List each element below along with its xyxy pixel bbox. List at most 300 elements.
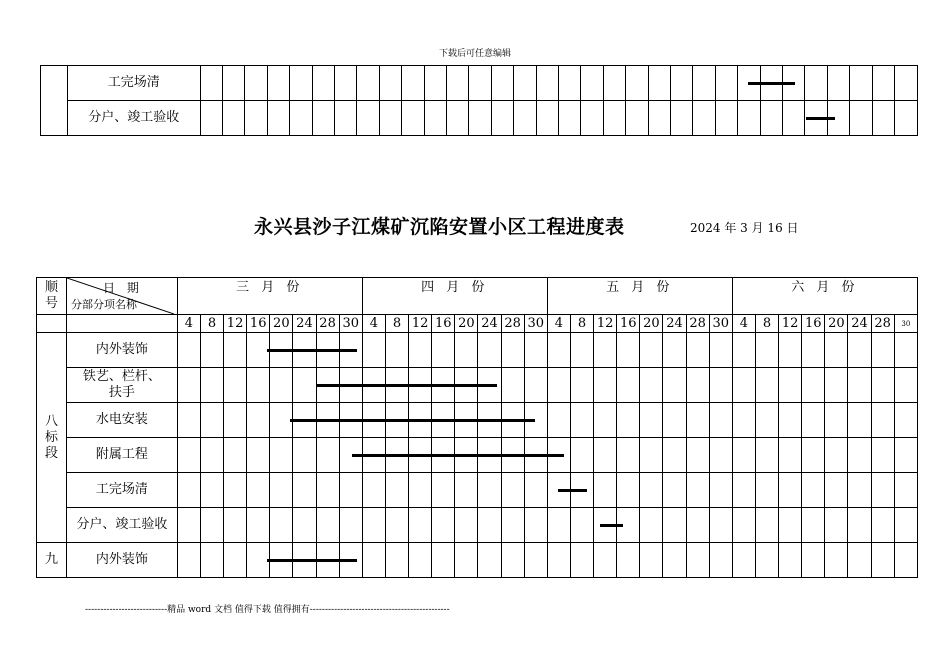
table-row [37,403,918,438]
task-name: 分户、竣工验收 [68,101,200,136]
timeline-cell [895,101,918,136]
timeline-cell [524,508,547,543]
tick-label: 12 [779,315,802,333]
progress-bar [267,559,356,562]
page-footer: ---------------------------精品 word 文档 值得下载 值得拥有---------------------------------------------- [85,605,450,615]
timeline-cell [894,508,917,543]
timeline-cell [686,473,709,508]
timeline-cell [755,543,778,578]
timeline-cell [850,101,872,136]
timeline-cell [640,473,663,508]
month-header: 四 月 份 [362,278,547,315]
timeline-cell [802,333,825,368]
timeline-cell [455,473,478,508]
timeline-cell [894,368,917,403]
timeline-cell [524,473,547,508]
top-gantt-table [40,65,918,136]
tick-label: 30 [894,315,917,333]
tick-label: 30 [524,315,547,333]
timeline-cell [270,438,293,473]
segment-cell [41,66,68,136]
timeline-cell [570,543,593,578]
tick-label: 20 [455,315,478,333]
segment-char: 段 [45,445,59,461]
tick-label: 30 [339,315,362,333]
timeline-cell [524,543,547,578]
task-name: 附属工程 [67,438,178,473]
segment-cell [37,543,67,578]
timeline-cell [709,543,732,578]
timeline-cell [663,473,686,508]
timeline-cell [501,543,524,578]
timeline-cell [432,543,455,578]
timeline-cell [501,508,524,543]
date-task-header [67,278,178,315]
timeline-cell [177,368,200,403]
timeline-cell [247,508,270,543]
timeline-cell [663,508,686,543]
timeline-cell [224,438,247,473]
timeline-cell [825,508,848,543]
timeline-cell [709,403,732,438]
timeline-cell [547,403,570,438]
timeline-cell [894,473,917,508]
timeline-cell [379,101,401,136]
timeline-cell [626,101,648,136]
timeline-cell [293,368,316,403]
blank-cell [67,315,178,333]
timeline-cell [478,543,501,578]
timeline-cell [827,66,849,101]
timeline-cell [270,473,293,508]
timeline-cell [385,333,408,368]
timeline-cell [312,101,334,136]
timeline-cell [455,508,478,543]
tick-label: 30 [709,315,732,333]
timeline-cell [402,101,424,136]
timeline-cell [848,543,871,578]
timeline-cell [362,333,385,368]
tick-label: 24 [478,315,501,333]
timeline-cell [245,66,267,101]
tick-label: 16 [247,315,270,333]
timeline-cell [848,508,871,543]
timeline-cell [357,66,379,101]
timeline-cell [316,473,339,508]
timeline-cell [200,543,223,578]
timeline-cell [779,438,802,473]
timeline-cell [501,368,524,403]
timeline-cell [334,66,356,101]
timeline-cell [570,438,593,473]
timeline-cell [247,473,270,508]
timeline-cell [247,438,270,473]
timeline-cell [802,368,825,403]
timeline-cell [603,101,625,136]
date-label: 日 期 [103,281,143,295]
timeline-cell [536,66,558,101]
table-row [37,333,918,368]
timeline-cell [409,508,432,543]
timeline-cell [339,473,362,508]
task-name: 内外装饰 [67,543,178,578]
timeline-cell [779,333,802,368]
report-date: 2024 年 3 月 16 日 [690,221,799,235]
timeline-cell [200,333,223,368]
timeline-cell [755,438,778,473]
timeline-cell [570,508,593,543]
tick-label: 4 [732,315,755,333]
timeline-cell [409,333,432,368]
timeline-cell [385,508,408,543]
timeline-cell [409,543,432,578]
tick-label: 20 [270,315,293,333]
timeline-cell [432,333,455,368]
timeline-cell [640,543,663,578]
timeline-cell [640,333,663,368]
timeline-cell [848,368,871,403]
timeline-cell [686,368,709,403]
timeline-cell [536,101,558,136]
timeline-cell [732,438,755,473]
timeline-cell [802,508,825,543]
timeline-cell [755,473,778,508]
timeline-cell [663,333,686,368]
tick-label: 28 [316,315,339,333]
timeline-cell [290,101,312,136]
tick-label: 24 [293,315,316,333]
task-column-label: 分部分项名称 [71,298,138,311]
timeline-cell [755,403,778,438]
timeline-cell [478,333,501,368]
timeline-cell [663,543,686,578]
timeline-cell [848,473,871,508]
task-name-line1: 铁艺、栏杆、 [82,369,161,384]
timeline-cell [200,438,223,473]
blank-cell [37,315,67,333]
timeline-cell [663,403,686,438]
timeline-cell [663,368,686,403]
timeline-cell [177,508,200,543]
timeline-cell [686,438,709,473]
timeline-cell [894,403,917,438]
timeline-cell [570,368,593,403]
tick-label: 16 [432,315,455,333]
timeline-cell [594,438,617,473]
progress-bar [290,419,536,422]
table-row [41,101,918,136]
tick-label: 16 [802,315,825,333]
timeline-cell [224,368,247,403]
timeline-cell [732,543,755,578]
timeline-cell [581,101,603,136]
timeline-cell [617,543,640,578]
timeline-cell [709,368,732,403]
timeline-cell [732,403,755,438]
timeline-cell [293,438,316,473]
timeline-cell [779,543,802,578]
timeline-cell [594,368,617,403]
timeline-cell [478,473,501,508]
timeline-cell [270,368,293,403]
tick-label: 4 [177,315,200,333]
timeline-cell [501,333,524,368]
tick-label: 4 [362,315,385,333]
timeline-cell [755,368,778,403]
timeline-cell [709,473,732,508]
timeline-cell [894,543,917,578]
tick-label: 12 [594,315,617,333]
timeline-cell [594,473,617,508]
page-title: 永兴县沙子江煤矿沉陷安置小区工程进度表 [254,216,625,238]
progress-bar [352,454,564,457]
timeline-cell [222,66,244,101]
timeline-cell [432,508,455,543]
timeline-cell [524,333,547,368]
timeline-cell [738,101,760,136]
timeline-cell [871,508,894,543]
timeline-cell [200,101,222,136]
timeline-cell [424,101,446,136]
timeline-cell [648,66,670,101]
timeline-cell [779,368,802,403]
timeline-cell [570,333,593,368]
timeline-cell [594,333,617,368]
timeline-cell [362,543,385,578]
timeline-cell [709,508,732,543]
timeline-cell [247,368,270,403]
timeline-cell [224,543,247,578]
timeline-cell [224,403,247,438]
timeline-cell [200,66,222,101]
schedule-gantt-table [36,277,918,578]
timeline-cell [825,368,848,403]
timeline-cell [177,333,200,368]
timeline-cell [617,333,640,368]
tick-label: 8 [755,315,778,333]
timeline-cell [524,368,547,403]
timeline-cell [732,333,755,368]
timeline-cell [357,101,379,136]
month-header: 五 月 份 [547,278,732,315]
tick-label: 20 [825,315,848,333]
timeline-cell [362,473,385,508]
timeline-cell [732,508,755,543]
segment-char: 九 [45,552,59,567]
progress-bar [316,384,497,387]
timeline-cell [671,101,693,136]
timeline-cell [455,543,478,578]
timeline-cell [547,368,570,403]
timeline-cell [200,403,223,438]
timeline-cell [316,508,339,543]
timeline-cell [379,66,401,101]
timeline-cell [871,438,894,473]
progress-bar [558,489,587,492]
timeline-cell [850,66,872,101]
timeline-cell [267,66,289,101]
timeline-cell [402,66,424,101]
table-row [37,473,918,508]
timeline-cell [802,403,825,438]
table-row [37,438,918,473]
timeline-cell [469,101,491,136]
timeline-cell [626,66,648,101]
timeline-cell [432,473,455,508]
timeline-cell [732,473,755,508]
timeline-cell [617,403,640,438]
task-name: 内外装饰 [67,333,178,368]
timeline-cell [693,101,715,136]
timeline-cell [224,333,247,368]
timeline-cell [339,508,362,543]
segment-char: 标 [45,429,59,445]
timeline-cell [640,403,663,438]
timeline-cell [617,473,640,508]
timeline-cell [594,403,617,438]
progress-bar [600,524,622,527]
task-name: 水电安装 [67,403,178,438]
timeline-cell [200,508,223,543]
timeline-cell [177,473,200,508]
timeline-cell [316,438,339,473]
order-label-line1: 顺 [45,280,59,295]
timeline-cell [871,368,894,403]
timeline-cell [290,66,312,101]
timeline-cell [709,438,732,473]
timeline-cell [514,101,536,136]
timeline-cell [825,473,848,508]
timeline-cell [686,543,709,578]
timeline-cell [802,543,825,578]
timeline-cell [871,473,894,508]
timeline-cell [779,508,802,543]
tick-label: 28 [871,315,894,333]
tick-label: 4 [547,315,570,333]
timeline-cell [779,403,802,438]
table-row [37,508,918,543]
progress-bar [267,349,356,352]
header-row [37,278,918,315]
timeline-cell [224,473,247,508]
timeline-cell [825,333,848,368]
order-label-line2: 号 [45,296,59,311]
segment-char: 八 [45,413,59,429]
tick-label: 8 [200,315,223,333]
timeline-cell [693,66,715,101]
timeline-cell [514,66,536,101]
timeline-cell [872,101,894,136]
timeline-cell [446,66,468,101]
timeline-cell [686,333,709,368]
timeline-cell [715,66,737,101]
segment-cell [37,333,67,543]
timeline-cell [501,473,524,508]
timeline-cell [848,333,871,368]
timeline-cell [617,368,640,403]
timeline-cell [547,543,570,578]
timeline-cell [581,66,603,101]
task-name: 工完场清 [68,66,200,101]
month-header: 三 月 份 [177,278,362,315]
timeline-cell [559,66,581,101]
timeline-cell [222,101,244,136]
task-name: 工完场清 [67,473,178,508]
timeline-cell [640,368,663,403]
tick-row [37,315,918,333]
timeline-cell [895,66,918,101]
timeline-cell [671,66,693,101]
timeline-cell [760,101,782,136]
timeline-cell [617,438,640,473]
progress-bar [748,82,795,85]
timeline-cell [755,508,778,543]
timeline-cell [270,508,293,543]
page-header: 下载后可任意编辑 [438,49,511,59]
timeline-cell [200,473,223,508]
timeline-cell [871,333,894,368]
tick-label: 24 [663,315,686,333]
tick-label: 12 [224,315,247,333]
timeline-cell [825,403,848,438]
task-name-line2: 扶手 [108,385,135,400]
task-name [67,368,178,403]
timeline-cell [663,438,686,473]
timeline-cell [872,66,894,101]
tick-label: 12 [409,315,432,333]
timeline-cell [686,403,709,438]
timeline-cell [469,66,491,101]
timeline-cell [648,101,670,136]
timeline-cell [871,403,894,438]
timeline-cell [802,473,825,508]
timeline-cell [802,438,825,473]
tick-label: 16 [617,315,640,333]
timeline-cell [245,101,267,136]
table-row [41,66,918,101]
timeline-cell [755,333,778,368]
timeline-cell [686,508,709,543]
timeline-cell [478,508,501,543]
timeline-cell [894,333,917,368]
timeline-cell [559,101,581,136]
timeline-cell [783,101,805,136]
timeline-cell [491,101,513,136]
timeline-cell [385,473,408,508]
timeline-cell [293,473,316,508]
tick-label: 28 [501,315,524,333]
timeline-cell [177,543,200,578]
timeline-cell [362,508,385,543]
tick-label: 8 [385,315,408,333]
timeline-cell [805,66,827,101]
timeline-cell [293,508,316,543]
month-header: 六 月 份 [732,278,917,315]
timeline-cell [848,403,871,438]
timeline-cell [709,333,732,368]
progress-bar [806,117,835,120]
timeline-cell [640,438,663,473]
task-name: 分户、竣工验收 [67,508,178,543]
timeline-cell [715,101,737,136]
timeline-cell [455,333,478,368]
timeline-cell [247,403,270,438]
order-header [37,278,67,315]
timeline-cell [570,403,593,438]
timeline-cell [334,101,356,136]
timeline-cell [200,368,223,403]
timeline-cell [547,508,570,543]
